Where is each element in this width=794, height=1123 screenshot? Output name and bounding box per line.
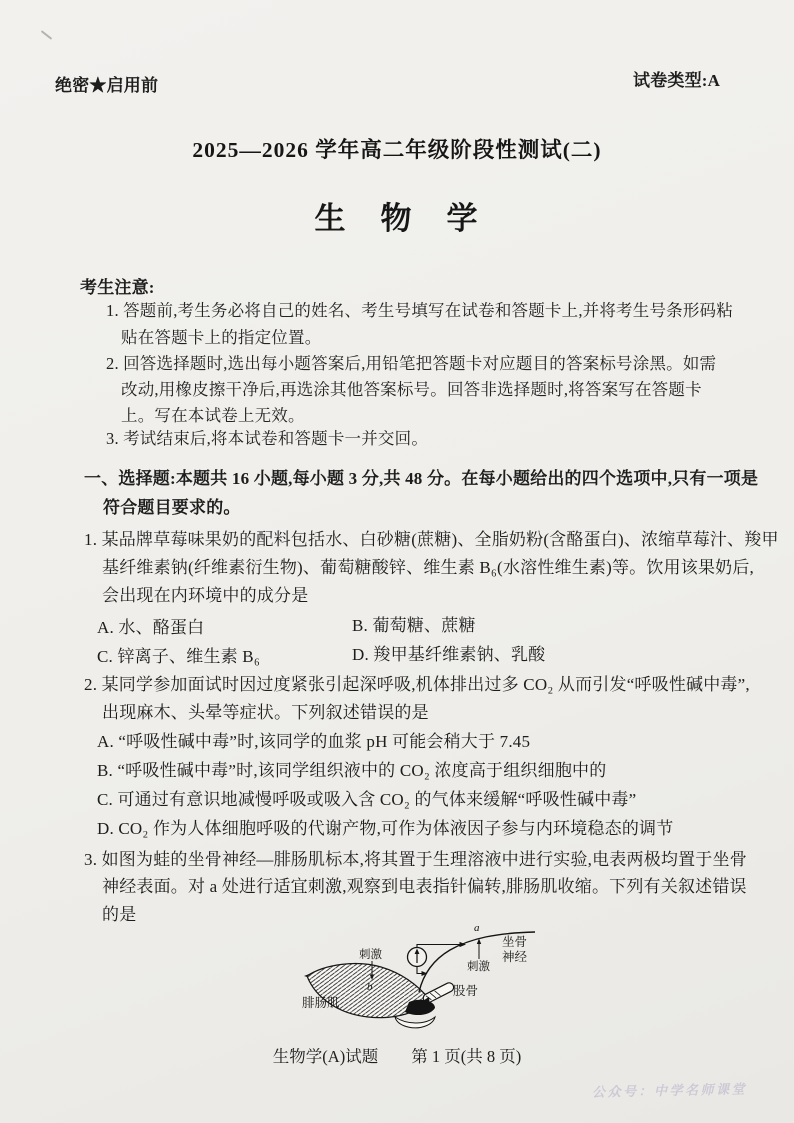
question3-line-1: 3. 如图为蛙的坐骨神经—腓肠肌标本,将其置于生理溶液中进行实验,电表两极均置于坐骨 (84, 850, 747, 869)
figure-label-sciatic-nerve-2: 神经 (502, 950, 528, 964)
question2-option-a: A. “呼吸性碱中毒”时,该同学的血浆 pH 可能会稍大于 7.45 (97, 732, 531, 751)
watermark-text: 公众号：中学名师课堂 (591, 1081, 748, 1100)
question2-option-c: C. 可通过有意识地减慢呼吸或吸入含 CO₂ 的气体来缓解“呼吸性碱中毒” (97, 790, 637, 809)
question2-line-1: 2. 某同学参加面试时因过度紧张引起深呼吸,机体排出过多 CO₂ 从而引发“呼吸性碱中毒”, (84, 675, 750, 694)
figure-label-stimulus-b: 刺激 (359, 949, 382, 961)
galvanometer-icon (408, 948, 427, 967)
notice-line-2a: 2. 回答选择题时,选出每小题答案后,用铅笔把答题卡对应题目的答案标号涂黑。如需 (106, 354, 717, 373)
question2-option-b: B. “呼吸性碱中毒”时,该同学组织液中的 CO₂ 浓度高于组织细胞中的 (97, 761, 607, 780)
classification-marking: 绝密★启用前 (55, 76, 159, 95)
notice-line-2b: 改动,用橡皮擦干净后,再选涂其他答案标号。回答非选择题时,将答案写在答题卡 (121, 380, 702, 399)
question3-figure (283, 920, 548, 1038)
nerve-muscle-diagram (283, 920, 548, 1038)
figure-label-point-b: b (367, 981, 373, 993)
exam-session-title: 2025—2026 学年高二年级阶段性测试(二) (192, 138, 602, 162)
question2-line-2: 出现麻木、头晕等症状。下列叙述错误的是 (102, 703, 429, 722)
paper-type-label: 试卷类型:A (633, 71, 721, 90)
question1-option-a: A. 水、酪蛋白 (97, 618, 205, 637)
figure-label-gastrocnemius: 腓肠肌 (302, 996, 340, 1010)
notice-line-1b: 贴在答题卡上的指定位置。 (121, 328, 322, 347)
subject-title: 生 物 学 (314, 201, 480, 236)
section-heading-line-2: 符合题目要求的。 (103, 498, 241, 517)
question1-line-2: 基纤维素钠(纤维素衍生物)、葡萄糖酸锌、维生素 B₆(水溶性维生素)等。饮用该果奶后, (102, 558, 755, 577)
notice-line-2c: 上。写在本试卷上无效。 (121, 406, 305, 425)
section-heading-line-1: 一、选择题:本题共 16 小题,每小题 3 分,共 48 分。在每小题给出的四个选项中,只有一项是 (84, 469, 759, 488)
figure-label-femur: 股骨 (453, 984, 479, 998)
question2-option-d: D. CO₂ 作为人体细胞呼吸的代谢产物,可作为体液因子参与内环境稳态的调节 (97, 819, 674, 838)
question3-line-3: 的是 (102, 905, 137, 924)
question1-line-3: 会出现在内环境中的成分是 (102, 586, 309, 605)
figure-label-sciatic-nerve-1: 坐骨 (502, 935, 528, 949)
notice-line-3: 3. 考试结束后,将本试卷和答题卡一并交回。 (106, 429, 429, 448)
question1-option-c: C. 锌离子、维生素 B₆ (97, 647, 260, 666)
notice-title: 考生注意: (80, 278, 155, 297)
scan-artifact (41, 30, 52, 40)
figure-label-point-a: a (474, 922, 480, 934)
footer-page-info: 生物学(A)试题 第 1 页(共 8 页) (272, 1047, 522, 1066)
stimulus-arrow-a (477, 939, 481, 960)
question1-option-d: D. 羧甲基纤维素钠、乳酸 (352, 645, 546, 664)
notice-line-1a: 1. 答题前,考生务必将自己的姓名、考生号填写在试卷和答题卡上,并将考生号条形码粘 (106, 301, 733, 320)
question1-line-1: 1. 某品牌草莓味果奶的配料包括水、白砂糖(蔗糖)、全脂奶粉(含酪蛋白)、浓缩草莓汁、羧甲 (84, 530, 779, 549)
question3-line-2: 神经表面。对 a 处进行适宜刺激,观察到电表指针偏转,腓肠肌收缩。下列有关叙述错误 (102, 877, 747, 896)
figure-label-stimulus-a: 刺激 (467, 961, 490, 973)
question1-option-b: B. 葡萄糖、蔗糖 (352, 616, 476, 635)
